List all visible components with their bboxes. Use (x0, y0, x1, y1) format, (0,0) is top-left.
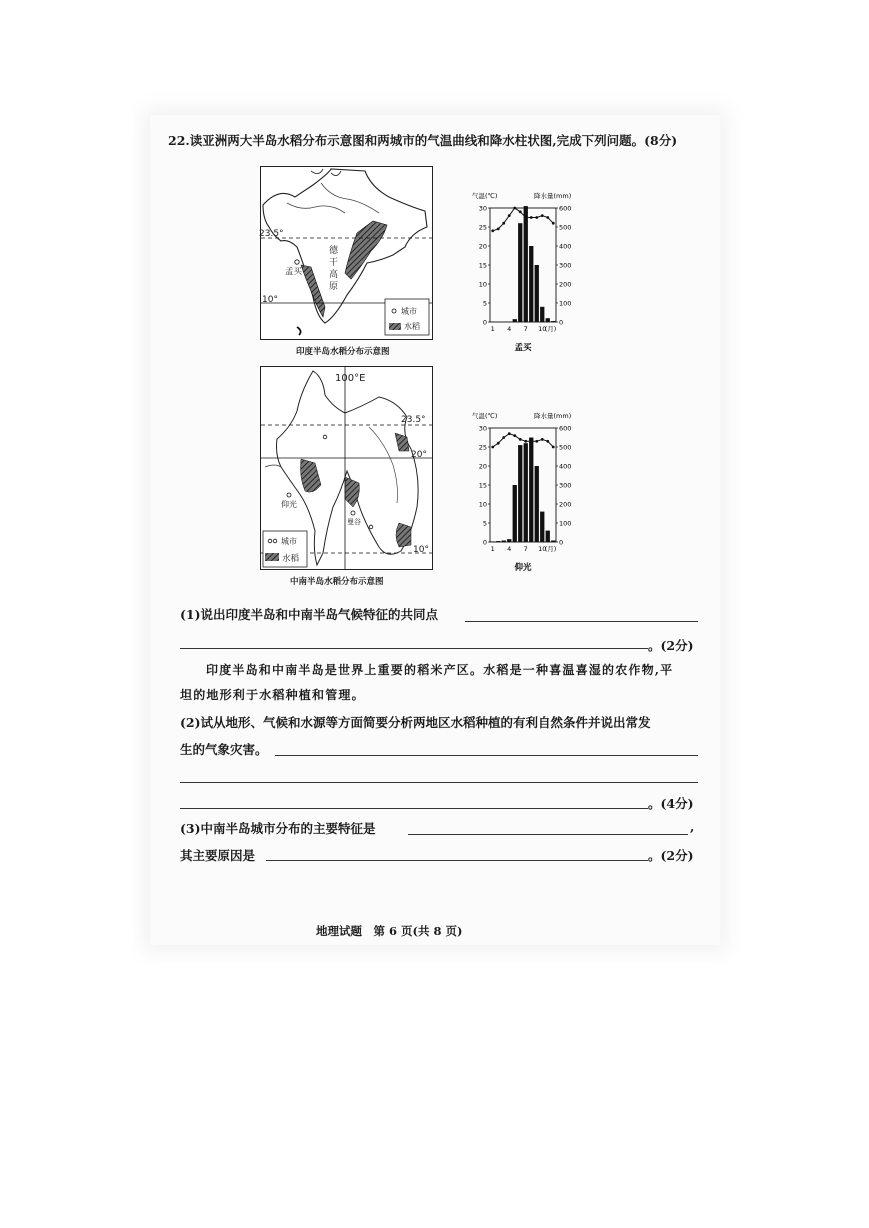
indochina-lat-a: 23.5° (401, 415, 426, 425)
temperature-point (502, 436, 505, 439)
temperature-point (541, 438, 544, 441)
y-left-tick: 15 (478, 481, 487, 490)
y-right-tick: 600 (559, 424, 572, 433)
q1-score: 。(2分) (648, 638, 694, 653)
chart-title: 孟买 (514, 343, 532, 352)
question-title: 22.读亚洲两大半岛水稻分布示意图和两城市的气温曲线和降水柱状图,完成下列问题。(8分) (168, 133, 678, 148)
y-left-tick: 30 (478, 424, 487, 433)
q1-blank-2[interactable] (180, 648, 648, 649)
temperature-point (530, 216, 533, 219)
y-left-tick: 0 (482, 318, 487, 327)
q2-blank-2[interactable] (180, 782, 698, 783)
y-left-tick: 25 (478, 443, 487, 452)
temperature-line (493, 208, 554, 231)
q3-text-line-2: 其主要原因是 (180, 848, 256, 863)
left-axis-label: 气温(℃) (472, 412, 498, 420)
precip-bar (524, 206, 528, 322)
indochina-map-caption: 中南半岛水稻分布示意图 (290, 577, 384, 587)
india-lat-upper: 23.5° (259, 229, 284, 239)
temperature-point (530, 440, 533, 443)
y-right-tick: 400 (559, 242, 572, 251)
indochina-meridian: 100°E (335, 373, 366, 384)
right-axis-label: 降水量(mm) (534, 192, 572, 200)
y-right-tick: 600 (559, 204, 572, 213)
plateau-char-1: 德 (329, 246, 339, 256)
yangon-climograph (470, 404, 580, 572)
indochina-lat-c: 10° (413, 545, 429, 555)
y-left-tick: 30 (478, 204, 487, 213)
temperature-point (552, 446, 555, 449)
temperature-point (508, 432, 511, 435)
x-tick: 7 (523, 325, 528, 333)
q3-score: 。(2分) (648, 848, 694, 863)
precip-bar (513, 485, 517, 542)
q1-text: (1)说出印度半岛和中南半岛气候特征的共同点 (180, 607, 439, 622)
y-left-tick: 5 (482, 519, 487, 528)
x-tick: 10 (538, 545, 547, 553)
temperature-point (491, 446, 494, 449)
temperature-point (519, 438, 522, 441)
y-right-tick: 200 (559, 500, 572, 509)
temperature-point (497, 442, 500, 445)
y-left-tick: 15 (478, 261, 487, 270)
y-right-tick: 300 (559, 481, 572, 490)
temperature-point (535, 216, 538, 219)
india-lat-lower: 10° (262, 295, 278, 305)
temperature-point (552, 222, 555, 225)
indochina-city-a: 仰光 (281, 500, 297, 509)
page-footer: 地理试题 第 6 页(共 8 页) (316, 924, 463, 938)
temperature-line (493, 434, 554, 447)
q3-blank-1[interactable] (408, 834, 688, 835)
indochina-lat-b: 20° (411, 450, 427, 460)
temperature-point (508, 214, 511, 217)
x-unit: (月) (544, 545, 557, 553)
plot-frame (490, 428, 556, 542)
precip-bar (535, 265, 539, 322)
context-paragraph-line-1: 印度半岛和中南半岛是世界上重要的稻米产区。水稻是一种喜温喜湿的农作物,平 (206, 663, 674, 677)
ic-rice-3 (395, 433, 409, 451)
x-tick: 4 (507, 545, 512, 553)
precip-bar (546, 531, 550, 542)
temperature-point (546, 440, 549, 443)
indochina-legend-city: 城市 (281, 537, 297, 546)
x-unit: (月) (544, 325, 557, 333)
temperature-point (519, 210, 522, 213)
x-tick: 1 (490, 325, 495, 333)
india-legend-city: 城市 (401, 307, 417, 316)
temperature-point (546, 216, 549, 219)
x-tick: 4 (507, 325, 512, 333)
temperature-point (513, 434, 516, 437)
right-axis-label: 降水量(mm) (534, 412, 572, 420)
y-right-tick: 200 (559, 280, 572, 289)
y-left-tick: 25 (478, 223, 487, 232)
y-right-tick: 0 (559, 538, 564, 547)
q3-blank-2[interactable] (266, 860, 648, 861)
left-axis-label: 气温(℃) (472, 192, 498, 200)
q2-text-line-2: 生的气象灾害。 (180, 742, 268, 757)
india-map-panel (260, 166, 433, 340)
precip-bar (529, 246, 533, 322)
plateau-char-3: 高 (329, 270, 339, 280)
q2-blank-3[interactable] (180, 808, 648, 809)
precip-bar (524, 443, 528, 542)
plateau-char-2: 干 (329, 258, 339, 268)
temperature-point (491, 229, 494, 232)
y-left-tick: 10 (478, 280, 487, 289)
context-paragraph-line-2: 坦的地形利于水稻种植和管理。 (180, 688, 365, 702)
y-right-tick: 300 (559, 261, 572, 270)
y-left-tick: 10 (478, 500, 487, 509)
temperature-point (502, 222, 505, 225)
q2-score: 。(4分) (648, 796, 694, 811)
ic-rice-1 (301, 459, 322, 492)
y-right-tick: 400 (559, 462, 572, 471)
india-rice-east (345, 221, 387, 279)
y-left-tick: 0 (482, 538, 487, 547)
india-rice-west (301, 265, 325, 317)
y-left-tick: 5 (482, 299, 487, 308)
q3-text-line-1: (3)中南半岛城市分布的主要特征是 (180, 821, 376, 836)
y-left-tick: 20 (478, 462, 487, 471)
y-left-tick: 20 (478, 242, 487, 251)
q2-blank-1[interactable] (275, 755, 698, 756)
precip-bar (518, 445, 522, 542)
temperature-point (497, 228, 500, 231)
q1-blank-1[interactable] (465, 621, 698, 622)
ic-rice-2 (345, 477, 359, 507)
indochina-legend-rice: 水稻 (282, 554, 300, 564)
plateau-char-4: 原 (329, 282, 339, 292)
india-map-caption: 印度半岛水稻分布示意图 (296, 347, 390, 357)
y-right-tick: 500 (559, 443, 572, 452)
q2-text-line-1: (2)试从地形、气候和水源等方面简要分析两地区水稻种植的有利自然条件并说出常发 (180, 715, 651, 730)
plot-frame (490, 208, 556, 322)
temperature-point (513, 207, 516, 210)
indochina-map-panel (260, 366, 433, 570)
y-right-tick: 0 (559, 318, 564, 327)
y-right-tick: 500 (559, 223, 572, 232)
precip-bar (546, 318, 550, 322)
precip-bar (518, 223, 522, 322)
x-tick: 1 (490, 545, 495, 553)
temperature-point (541, 214, 544, 217)
x-tick: 7 (523, 545, 528, 553)
precip-bar (529, 438, 533, 543)
q3-comma: , (690, 819, 695, 834)
x-tick: 10 (538, 325, 547, 333)
temperature-point (524, 440, 527, 443)
indochina-city-b: 曼谷 (347, 518, 361, 526)
precip-bar (540, 512, 544, 542)
chart-title: 仰光 (514, 563, 532, 572)
temperature-point (535, 440, 538, 443)
mumbai-climograph (470, 184, 580, 352)
ic-rice-4 (396, 523, 411, 547)
temperature-point (524, 216, 527, 219)
india-legend-rice: 水稻 (404, 322, 420, 331)
precip-bar (535, 466, 539, 542)
y-right-tick: 100 (559, 299, 572, 308)
precip-bar (540, 307, 544, 322)
india-city-label: 孟买 (285, 267, 303, 277)
y-right-tick: 100 (559, 519, 572, 528)
